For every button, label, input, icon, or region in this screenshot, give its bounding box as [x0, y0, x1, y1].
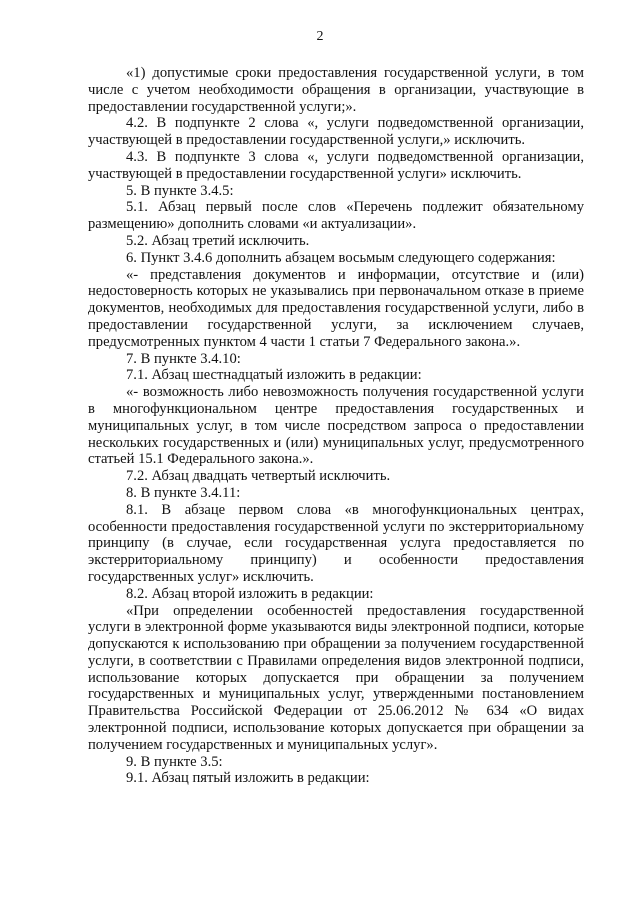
paragraph-7-1-quote: «- возможность либо невозможность получения государственной услуги в многофункциональном центре предоставления государственных и муниципальных услуг, в том числе посредством запроса о предоставлении нескольких государственных и (или) муниципальных услуг, предусмотренного статьей 15.1 Федерального закона.». — [88, 384, 584, 468]
paragraph-5: 5. В пункте 3.4.5: — [126, 182, 234, 199]
paragraph-6: 6. Пункт 3.4.6 дополнить абзацем восьмым следующего содержания: — [126, 249, 556, 266]
paragraph-5-2: 5.2. Абзац третий исключить. — [126, 232, 310, 249]
document-body — [88, 65, 584, 787]
page-number: 2 — [316, 29, 324, 44]
paragraph-8-2: 8.2. Абзац второй изложить в редакции: — [126, 585, 374, 602]
paragraph-4-2: 4.2. В подпункте 2 слова «, услуги подведомственной организации, участвующей в предоставлении государственной услуги,» исключить. — [88, 115, 584, 149]
paragraph-7-1: 7.1. Абзац шестнадцатый изложить в редакции: — [126, 367, 422, 384]
paragraph-8-2-quote: «При определении особенностей предоставления государственной услуги в электронной форме указываются виды электронной подписи, которые допускаются к использованию при обращении за получением государственной услуги, в соответствии с Правилами определения видов электронной подписи, использование которых допускается при обращении за получением государственных и муниципальных услуг, утвержденными постановлением Правительства Российской Федерации от 25.06.2012 № 634 «О видах электронной подписи, использование которых допускается при обращении за получением государственных и муниципальных услуг». — [88, 602, 584, 753]
paragraph-7-2: 7.2. Абзац двадцать четвертый исключить. — [126, 468, 391, 485]
paragraph-8-1: 8.1. В абзаце первом слова «в многофункциональных центрах, особенности предоставления государственной услуги по экстерриториальному принципу (в случае, если государственная услуга предоставляется по экстерриториальному принципу) и особенности предоставления государственных услуг» исключить. — [88, 501, 584, 585]
paragraph-1-item-1: «1) допустимые сроки предоставления государственной услуги, в том числе с учетом необходимости обращения в организации, участвующие в предоставлении государственной услуги;». — [88, 65, 584, 115]
paragraph-9-1: 9.1. Абзац пятый изложить в редакции: — [126, 770, 370, 787]
paragraph-8: 8. В пункте 3.4.11: — [126, 484, 241, 501]
paragraph-7: 7. В пункте 3.4.10: — [126, 350, 241, 367]
paragraph-6-quote: «- представления документов и информации, отсутствие и (или) недостоверность которых не указывались при первоначальном отказе в приеме документов, необходимых для предоставления государственной услуги, либо в предоставлении государственной услуги, за исключением случаев, предусмотренных пунктом 4 части 1 статьи 7 Федерального закона.». — [88, 266, 584, 350]
paragraph-9: 9. В пункте 3.5: — [126, 753, 223, 770]
paragraph-4-3: 4.3. В подпункте 3 слова «, услуги подведомственной организации, участвующей в предоставлении государственной услуги» исключить. — [88, 148, 584, 182]
paragraph-5-1: 5.1. Абзац первый после слов «Перечень подлежит обязательному размещению» дополнить словами «и актуализации». — [88, 199, 584, 233]
